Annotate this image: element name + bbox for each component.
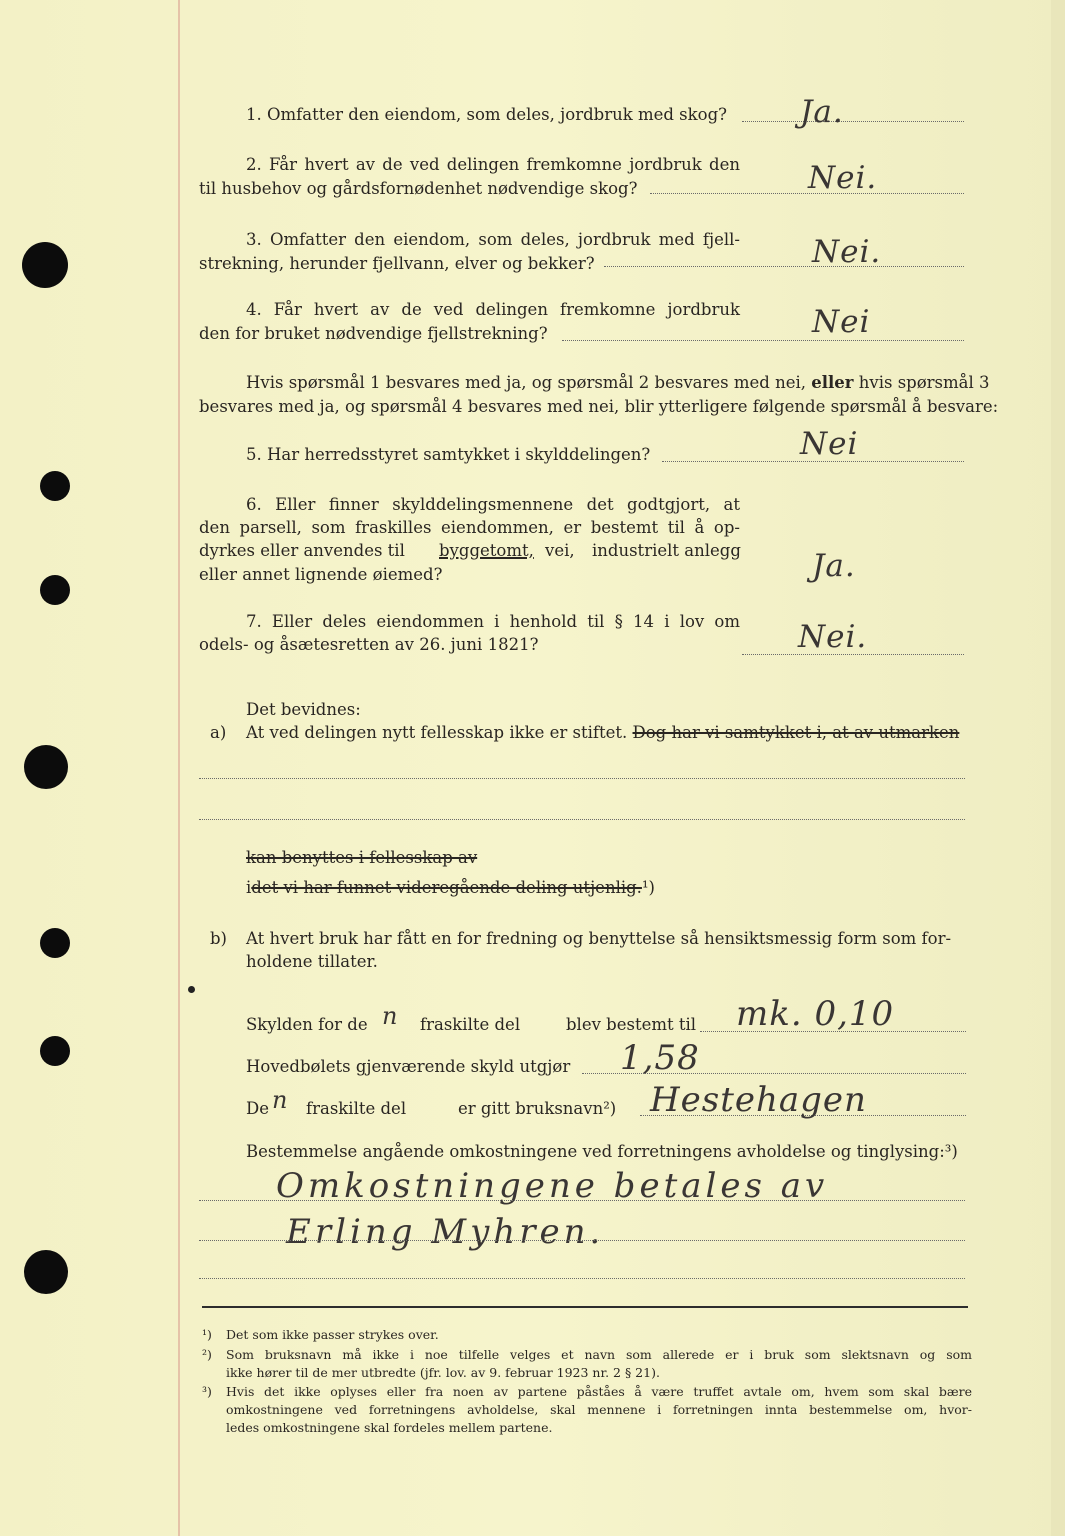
bruk-label-1: De (246, 1099, 269, 1118)
page-edge (1051, 0, 1065, 1536)
punch-hole (40, 575, 70, 605)
punch-hole (24, 745, 68, 789)
question-6-line-1: 6. Eller finner skylddelingsmennene det godtgjort, at (246, 495, 740, 514)
question-1: 1. Omfatter den eiendom, som deles, jordbruk med skog? (246, 105, 727, 124)
hoved-label: Hovedbølets gjenværende skyld utgjør (246, 1057, 571, 1076)
question-3-line-2: strekning, herunder fjellvann, elver og bekker? (199, 254, 595, 273)
blank-line-1 (199, 778, 965, 779)
answer-line-2 (650, 193, 964, 194)
blank-line-2 (199, 819, 965, 820)
question-7-line-2: odels- og åsætesretten av 26. juni 1821? (199, 635, 539, 654)
kost-line-1: Omkostningene betales av (276, 1166, 829, 1206)
bevidnes-b-label: b) (210, 929, 227, 948)
kost-field-line-1 (199, 1200, 965, 1201)
answer-line-1 (742, 121, 964, 122)
skyld-value: mk. 0,10 (736, 994, 895, 1034)
punch-hole (40, 928, 70, 958)
answer-7: Nei. (798, 619, 868, 655)
kost-field-line-2 (199, 1240, 965, 1241)
kost-label: Bestemmelse angående omkostningene ved forretningens avholdelse og tinglysing:³) (246, 1142, 958, 1161)
bevidnes-a-text: At ved delingen nytt fellesskap ikke er stiftet. Dog har vi samtykket i, at av utmarken (246, 723, 960, 742)
instruction-line-2: besvares med ja, og spørsmål 4 besvares med nei, blir ytterligere følgende spørsmål å besvare: (199, 397, 999, 416)
question-4-line-2: den for bruket nødvendige fjellstrekning? (199, 324, 548, 343)
kost-line-2: Erling Myhren. (286, 1212, 605, 1252)
question-6-line-4: eller annet lignende øiemed? (199, 565, 443, 584)
question-5: 5. Har herredsstyret samtykket i skylddelingen? (246, 445, 651, 464)
bevidnes-heading: Det bevidnes: (246, 700, 361, 719)
question-4-line-1: 4. Får hvert av de ved delingen fremkomne jordbruk (246, 300, 740, 319)
question-2-line-2: til husbehov og gårdsfornødenhet nødvendige skog? (199, 179, 638, 198)
answer-line-3 (604, 266, 964, 267)
answer-1: Ja. (800, 94, 844, 130)
answer-3: Nei. (812, 234, 882, 270)
bruk-label-3: er gitt bruksnavn²) (458, 1099, 617, 1118)
skyld-label-2: fraskilte del (420, 1015, 521, 1034)
form-page: 1. Omfatter den eiendom, som deles, jordbruk med skog? Ja. 2. Får hvert av de ved delingen fremkomne jordbruk den til husbehov og gårdsfornødenhet nødvendige skog? Nei. 3. Omfatter den eiendom, som deles, jordbruk med fjell- strekning, herunder fjellvann, elver og bekker? Nei. 4. Får hvert av de ved delingen fremkomne jordbruk den for bruket nødvendige fjellstrekning? Nei Hvis spørsmål 1 besvares med ja, og spørsmål 2 besvares med nei, eller hvis spørsmål 3 besvares med ja, og spørsmål 4 besvares med nei, blir ytterligere følgende spørsmål å besvare: 5. Har herredsstyret samtykket i skylddelingen? Nei 6. Eller finner skylddelingsmennene det godtgjort, at den parsell, som fraskilles eiendommen, er bestemt til å op- dyrkes eller anvendes til byggetomt, vei, industrielt anlegg eller annet lignende øiemed? Ja. 7. Eller deles eiendommen i henhold til § 14 i lov om odels- og åsætesretten av 26. juni 1821? Nei. Det bevidnes: a) At ved delingen nytt fellesskap ikke er stiftet. Dog har vi samtykket i, at av utmarken kan benyttes i fellesskap av idet vi har funnet videregående deling utjenlig.¹) b) At hvert bruk har fått en for fredning og benyttelse så hensiktsmessig form som for- holdene tillater. Skylden for de n fraskilte del blev bestemt til mk. 0,10 Hovedbølets gjenværende skyld utgjør 1,58 De n fraskilte del er gitt bruksnavn²) Hestehagen Bestemmelse angående omkostningene ved forretningens avholdelse og tinglysing:³) Omkostningene betales av Erling Myhren. ¹) Det som ikke passer strykes over. ²) Som bruksnavn må ikke i noe tilfelle velges et navn som allerede er i bruk som slektsnavn og som ikke hører til de mer utbredte (jfr. lov. av 9. februar 1923 nr. 2 § 21). ³) Hvis det ikke oplyses eller fra noen av partene påståes å være truffet avtale om, hvem som skal bære omkostningene ved forretningens avholdelse, skal mennene i forretningen innta bestemmelse om, hvor- ledes omkostningene skal fordeles mellem partene. (0, 0, 1065, 1536)
bevidnes-b-line-1: At hvert bruk har fått en for fredning og benyttelse så hensiktsmessig form som for- (246, 929, 952, 948)
question-6-line-2: den parsell, som fraskilles eiendommen, er bestemt til å op- (199, 518, 740, 537)
question-2-line-1: 2. Får hvert av de ved delingen fremkomne jordbruk den (246, 155, 740, 174)
punch-hole (40, 471, 70, 501)
skyld-label-3: blev bestemt til (566, 1015, 697, 1034)
footnote-rule (202, 1306, 968, 1308)
kost-field-line-3 (199, 1278, 965, 1279)
answer-2: Nei. (808, 160, 878, 196)
struck-line-2: idet vi har funnet videregående deling utjenlig.¹) (246, 878, 655, 897)
bevidnes-a-struck: Dog har vi samtykket i, at av utmarken (632, 723, 960, 742)
bevidnes-b-line-2: holdene tillater. (246, 952, 378, 971)
hoved-value: 1,58 (620, 1038, 700, 1078)
punch-hole (22, 242, 68, 288)
punch-hole (40, 1036, 70, 1066)
bruk-label-2: fraskilte del (306, 1099, 407, 1118)
answer-line-4 (562, 340, 964, 341)
skyld-hw-suffix: n (382, 1002, 399, 1030)
punch-hole (24, 1250, 68, 1294)
instruction-text-a: Hvis spørsmål 1 besvares med ja, og spørsmål 2 besvares med nei, (246, 373, 807, 392)
instruction-line-1 (246, 371, 990, 395)
answer-6: Ja. (812, 548, 856, 584)
instruction-bold: eller (811, 373, 854, 392)
ink-dot (188, 986, 195, 993)
bruk-hw-suffix: n (272, 1086, 289, 1114)
struck-line-1: kan benyttes i fellesskap av (246, 848, 478, 867)
skyld-label-1: Skylden for de (246, 1015, 368, 1034)
answer-4: Nei (812, 304, 871, 340)
bevidnes-a-label: a) (210, 723, 227, 742)
answer-5: Nei (800, 426, 859, 462)
question-7-line-1: 7. Eller deles eiendommen i henhold til § 14 i lov om (246, 612, 740, 631)
bruk-value: Hestehagen (650, 1080, 867, 1120)
instruction-text-b: hvis spørsmål 3 (858, 373, 990, 392)
margin-rule (178, 0, 180, 1536)
question-3-line-1: 3. Omfatter den eiendom, som deles, jordbruk med fjell- (246, 230, 740, 249)
